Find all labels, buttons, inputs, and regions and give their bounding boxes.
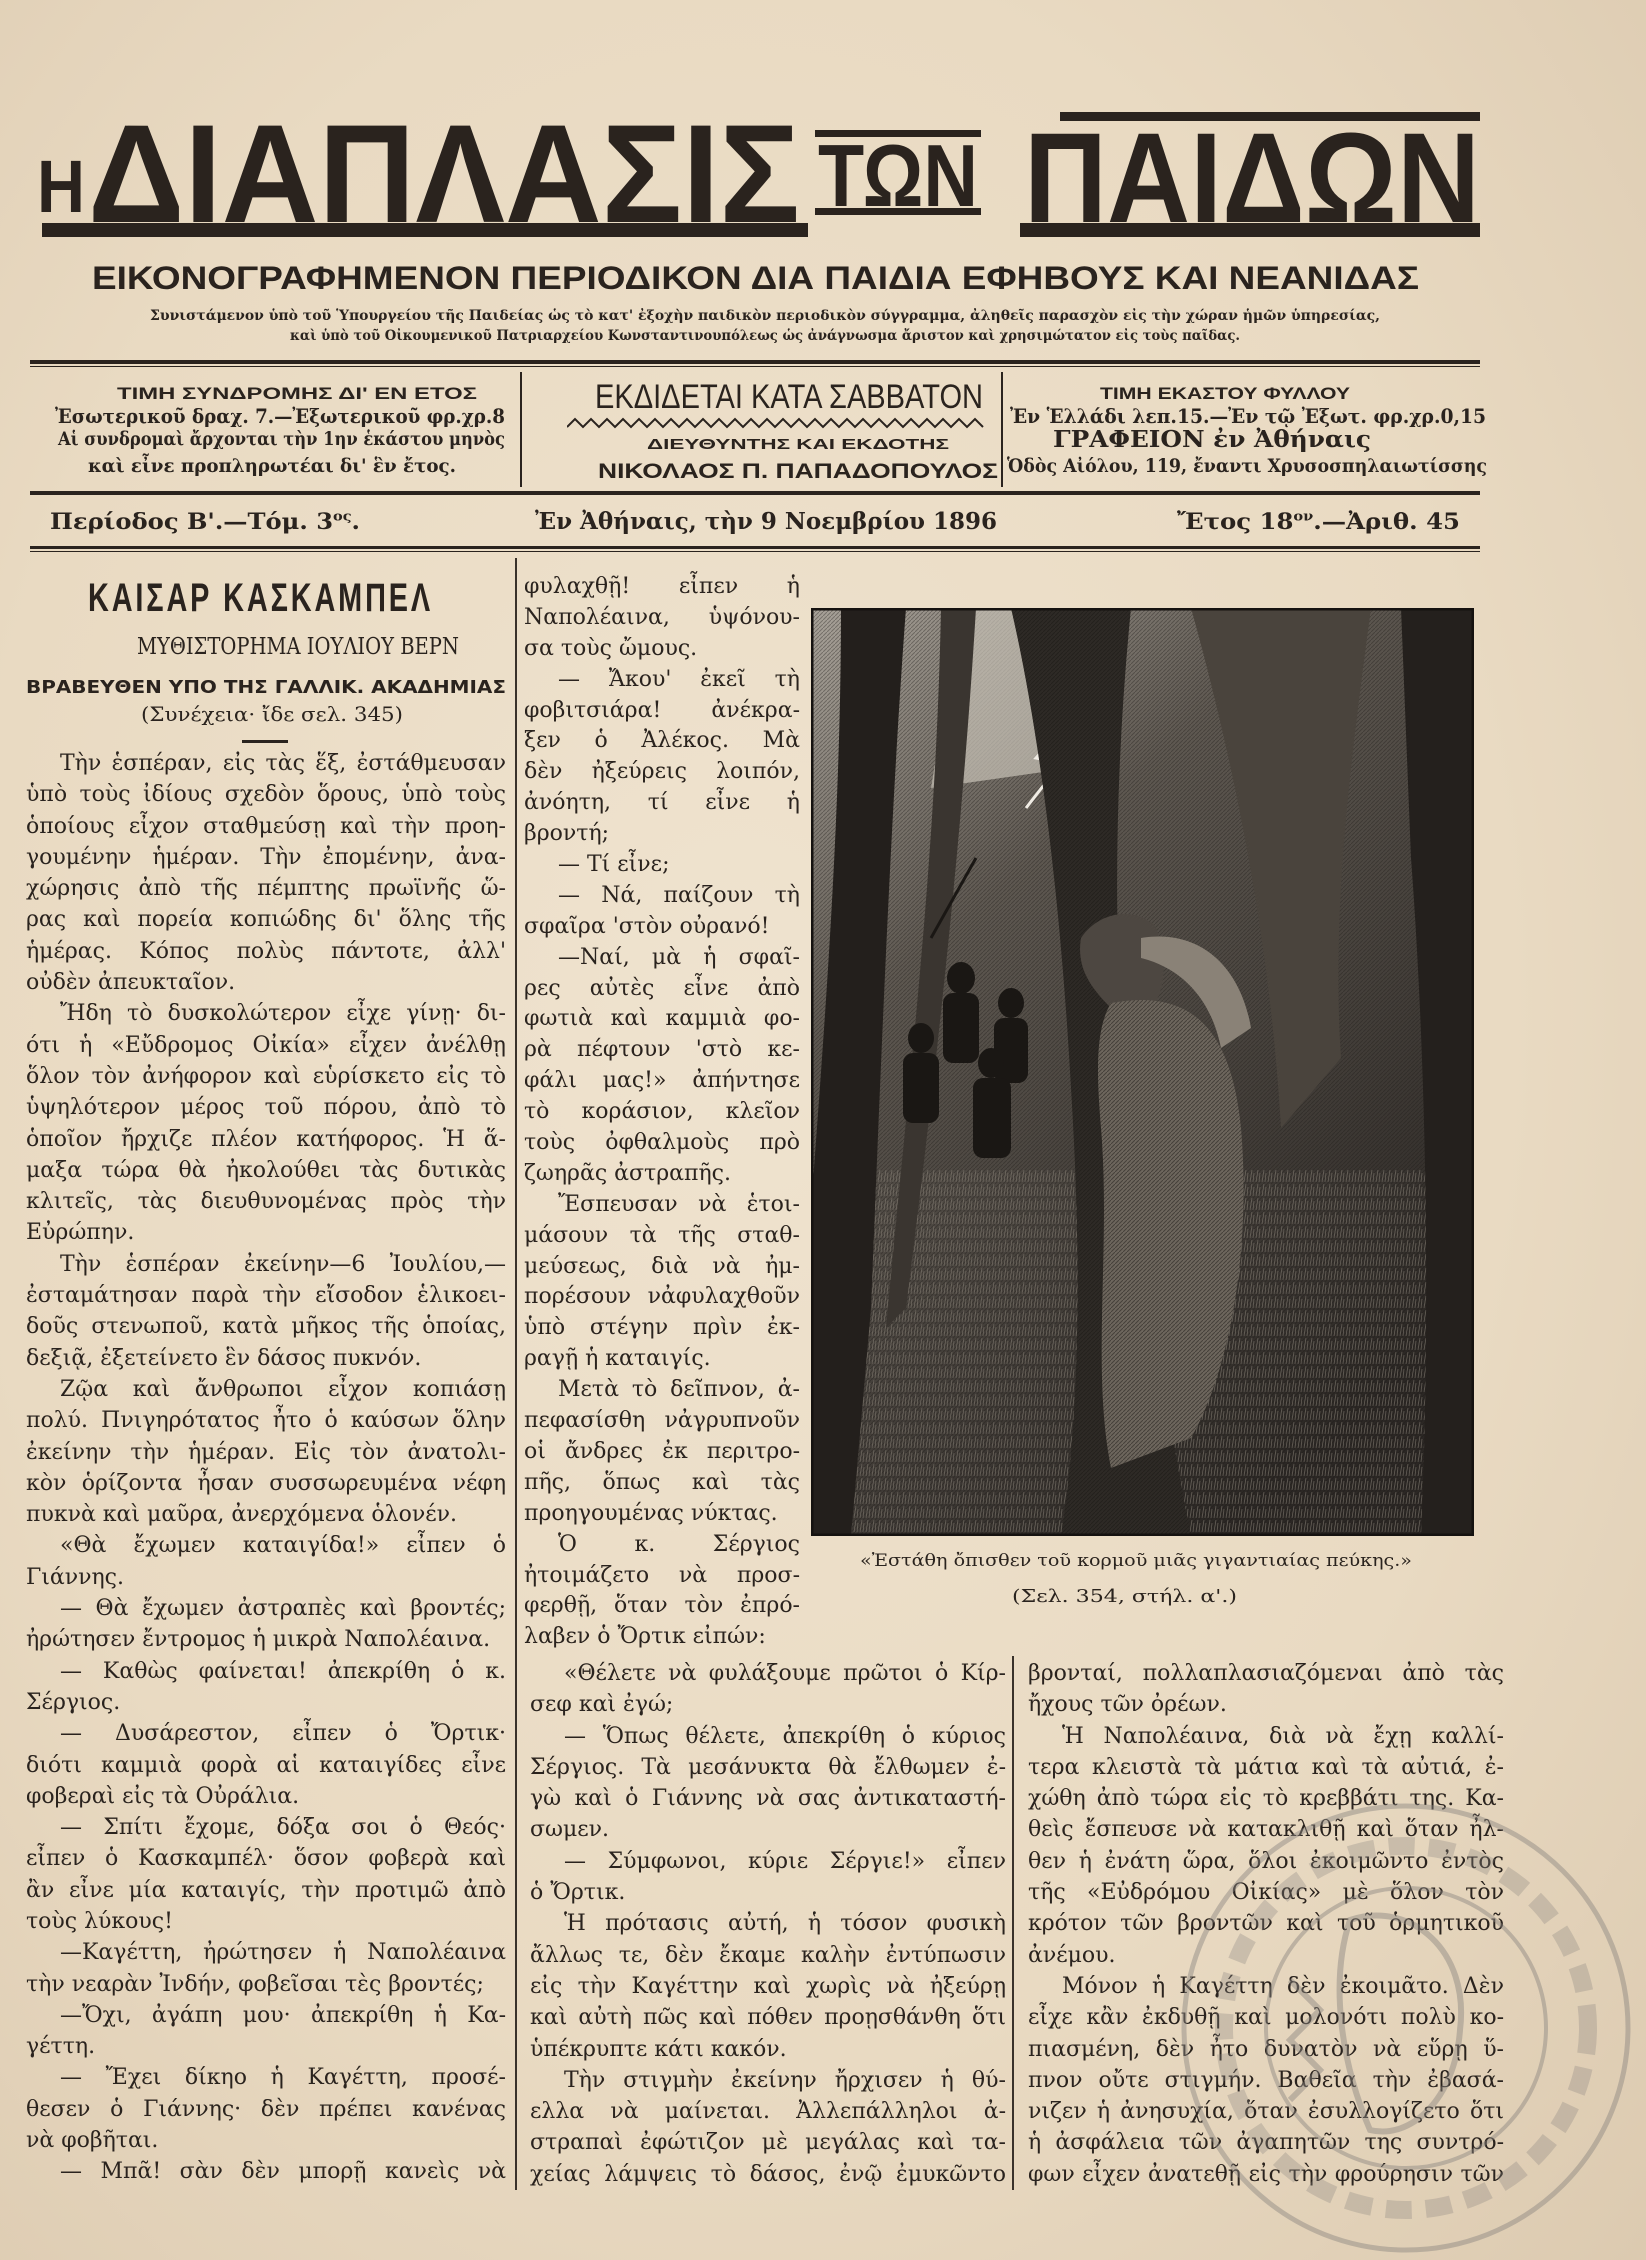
divider [30,360,1480,364]
text-line [26,811,506,842]
text-line [524,943,800,974]
period-end: . [351,509,360,535]
issue-number-text: .—Ἀριθ. 45 [1313,509,1460,535]
text-line [26,1843,506,1874]
text-line-content: τοὺς λύκους! [26,1908,173,1934]
year-sup: ον [1293,509,1314,525]
text-line-content: ξεν ὁ Ἀλέκος. Μὰ [524,728,800,754]
text-line-content: —Ναί, μὰ ἡ σφαῖ- [558,944,800,970]
text-line [26,1750,506,1781]
text-line-content: κλιτεῖς, τὰς διευθυνομένας πρὸς τὴν [26,1189,506,1215]
text-line [26,1280,506,1311]
column-rule [515,558,517,2190]
endorsement-line [150,309,1380,323]
text-line-content: ὁποῖον ἤρχιζε πλέον κατήφορος. Ἡ ἅ- [26,1126,506,1152]
text-line [530,2034,1006,2065]
text-line-content: ἠτοιμάζετο νὰ προσ- [524,1562,800,1588]
text-line-content: Τὴν στιγμὴν ἐκείνην ἤρχισεν ἡ θύ- [564,2067,1006,2093]
text-line [1028,1658,1504,1689]
text-line [26,1311,506,1342]
text-column-2-bottom [530,1658,1006,2190]
text-line-content: Σέργιος. [26,1689,121,1715]
text-line-content: ἐσταμάτησαν παρὰ τὴν εἴσοδον ἑλικοει- [26,1283,506,1309]
text-line-content: εἰς τὴν Καγέττην καὶ χωρὶς νὰ ἠξεύρῃ [530,1973,1006,1999]
text-line [26,1718,506,1749]
subscription-note-text: Αἱ συνδρομαὶ ἄρχονται τὴν 1ην ἑκάστου μηνὸς [58,428,505,450]
text-line-content: Ὁ κ. Σέργιος [558,1531,800,1557]
text-line [530,1846,1006,1877]
text-line [524,974,800,1005]
single-issue-heading [1100,385,1350,402]
article-genre-text: ΜΥΘΙΣΤΟΡΗΜΑ ΙΟΥΛΙΟΥ ΒΕΡΝ [137,634,459,660]
endorsement-text: καὶ ὑπὸ τοῦ Οἰκουμενικοῦ Πατριαρχείου Κωνσταντινουπόλεως ὡς ἀνάγνωσμα ἄριστον καὶ χρησιμώτατον εἰς τοὺς παῖδας. [290,328,1240,344]
text-line [530,2127,1006,2158]
divider [520,372,522,487]
text-line-content: θεὶς ἔσπευσε νὰ κατακλιθῇ καὶ ὅταν ἦλ- [1028,1817,1504,1843]
text-line [524,881,800,912]
text-line [1028,1689,1504,1720]
text-line-content: Τὴν ἑσπέραν ἐκείνην—6 Ἰουλίου,— [60,1251,506,1277]
text-line [524,1622,800,1653]
editor-name [598,461,998,482]
text-line [530,2002,1006,2033]
text-line [26,1092,506,1123]
text-line-content: δεξιᾷ, ἐξετείνετο ἓν δάσος πυκνόν. [26,1345,422,1371]
text-line [530,1721,1006,1752]
text-line [524,1004,800,1035]
text-line [524,1066,800,1097]
text-line-content: — Ἄκου' ἐκεῖ τὴ [558,666,800,692]
divider [242,740,288,743]
year-issue-number [1177,511,1460,533]
text-line [524,665,800,696]
text-line [26,1624,506,1655]
text-line-content: «Θὰ ἔχωμεν καταιγίδα!» εἶπεν ὁ [60,1533,506,1559]
text-line [524,1344,800,1375]
article-continuation-text: (Συνέχεια· ἴδε σελ. 345) [141,702,403,726]
text-line-content: πιασμένη, δὲν ἦτο δυνατὸν νὰ εὕρῃ ὕ- [1028,2036,1504,2062]
text-line [26,748,506,779]
text-line-content: πυκνὰ καὶ μαῦρα, ἀνερχόμενα ὁλονέν. [26,1502,457,1528]
text-line-content: ὑπέκρυπτε κάτι κακόν. [530,2036,787,2062]
text-line [26,1374,506,1405]
text-line [524,819,800,850]
article-continuation [141,704,403,724]
text-line-content: γέττη. [26,2034,96,2060]
text-line [26,904,506,935]
editor-role-text: ΔΙΕΥΘΥΝΤΗΣ ΚΑΙ ΕΚΔΟΤΗΣ [647,436,949,453]
text-line [26,1499,506,1530]
text-line-content: φωτιὰ καὶ καμμιὰ φο- [524,1006,800,1032]
text-line [26,936,506,967]
endorsement-text: Συνιστάμενον ὑπὸ τοῦ Ὑπουργείου τῆς Παιδείας ὡς τὸ κατ' ἐξοχὴν παιδικὸν περιοδικὸν σύγγραμμα, ἀληθεῖς παρασχὸν εἰς τὴν χώραν ἡμῶν ὑπηρεσίας, [150,308,1380,324]
text-line-content: ότι ἡ «Εὔδρομος Οἰκία» εἶχεν ἀνέλθῃ [26,1032,506,1058]
text-line-content: νιζεν ἡ ἀνησυχία, ὅταν ἐσυλλογίζετο ὅτι [1028,2099,1504,2125]
masthead-title-of: ΤΩΝ [818,126,978,225]
column-rule [1012,1656,1014,2190]
text-line [530,1908,1006,1939]
divider [1001,372,1003,487]
text-line [524,1097,800,1128]
text-line [524,1530,800,1561]
text-line [524,1499,800,1530]
text-line-content: λαβεν ὁ Ὄρτικ εἰπών: [524,1624,766,1650]
text-line-content: φοβεραὶ εἰς τὰ Οὐράλια. [26,1783,300,1809]
text-line [530,1752,1006,1783]
article-award-text: ΒΡΑΒΕΥΘΕΝ ΥΠΟ ΤΗΣ ΓΑΛΛΙΚ. ΑΚΑΔΗΜΙΑΣ [26,677,506,698]
text-line-content: ὑψηλότερον μέρος τοῦ πόρου, ἀπὸ τὸ [26,1095,506,1121]
text-line-content: — Σπίτι ἔχομε, δόξα σοι ὁ Θεός· [60,1815,506,1841]
text-line [26,1562,506,1593]
text-line-content: πεφασίσθη νἀγρυπνοῦν [524,1408,800,1434]
article-title-text: ΚΑΙΣΑΡ ΚΑΣΚΑΜΠΕΛ [88,576,433,620]
illustration-reference [1012,1588,1237,1606]
text-line [26,1812,506,1843]
text-line-content: ὁ Ὄρτικ. [530,1880,626,1906]
text-line-content: γουμένην ἡμέραν. Τὴν ἐπομένην, ἀνα- [26,844,506,870]
text-line-content: — Ὅπως θέλετε, ἀπεκρίθη ὁ κύριος [564,1723,1006,1749]
text-line [26,842,506,873]
masthead-logo [0,100,1646,250]
text-line-content: ἀνέμου. [1028,1942,1116,1968]
text-line [26,2000,506,2031]
zigzag-ornament [567,417,985,429]
single-issue-heading-text: ΤΙΜΗ ΕΚΑΣΤΟΥ ΦΥΛΛΟΥ [1100,384,1350,403]
text-line [530,2096,1006,2127]
text-line-content: εἶπεν ὁ Κασκαμπέλ· ὅσον φοβερὰ καὶ [26,1846,506,1872]
text-line [26,1875,506,1906]
illustration-caption-text: «Ἐστάθη ὄπισθεν τοῦ κορμοῦ μιᾶς γιγαντιαίας πεύκης.» [860,1551,1412,1571]
text-line [530,1658,1006,1689]
text-line-content: εἶχε κἂν ἐκδυθῇ καὶ μολονότι πολὺ κο- [1028,2005,1504,2031]
divider [30,491,1480,495]
text-line-content: —Καγέττη, ἠρώτησεν ἡ Ναπολέαινα [60,1940,506,1966]
text-line-content: ἠρώτησεν ἔντρομος ἡ μικρὰ Ναπολέαινα. [26,1627,491,1653]
text-line [26,873,506,904]
text-line-content: θεν ἡ ἐνάτη ὥρα, ὅλοι ἐκοιμῶντο ἐντὸς [1028,1848,1504,1874]
text-line-content: — Δυσάρεστον, εἶπεν ὁ Ὄρτικ· [60,1721,506,1747]
text-line [524,1159,800,1190]
text-line [26,1155,506,1186]
article-award [26,679,506,697]
text-line-content: Ἡ Ναπολέαινα, διὰ νὰ ἔχῃ καλλί- [1062,1723,1504,1749]
text-line-content: πορέσουν νἀφυλαχθοῦν [524,1284,800,1310]
text-line-content: Ἡ πρότασις αὐτή, ἡ τόσον φυσικὴ [564,1911,1006,1937]
text-line [26,967,506,998]
text-line [26,2125,506,2156]
issue-date-text: Ἐν Ἀθήναις, τὴν 9 Νοεμβρίου 1896 [535,508,997,535]
text-line-content: ὅλον τὸν ἀνήφορον καὶ εὑρίσκετο εἰς τὸ [26,1063,506,1089]
text-line [524,1406,800,1437]
text-line [530,1814,1006,1845]
text-line [524,572,800,603]
text-line-content: βρονταί, πολλαπλασιαζόμεναι ἀπὸ τὰς [1028,1661,1504,1686]
text-line [26,1468,506,1499]
library-stamp [1170,1800,1646,2260]
subscription-note [58,430,505,449]
illustration-caption [860,1553,1412,1570]
illustration-engraving [811,608,1474,1536]
editor-name-text: ΝΙΚΟΛΑΟΣ Π. ΠΑΠΑΔΟΠΟΥΛΟΣ [598,460,998,483]
article-title [88,578,433,618]
text-line-content: κρότον τῶν βροντῶν καὶ τοῦ ὁρμητικοῦ [1028,1911,1504,1937]
text-line [524,1282,800,1313]
text-line-content: Μόνον ἡ Καγέττη δὲν ἐκοιμᾶτο. Δὲν [1062,1973,1504,1999]
text-line-content: ἡ ἀσφάλεια τῶν ἀγαπητῶν της συντρό- [1028,2130,1504,2156]
year-issue-text [1177,511,1460,533]
text-line-content: —Ὄχι, ἀγάπη μου· ἀπεκρίθη ἡ Κα- [60,2002,506,2028]
text-line [26,1061,506,1092]
text-line-content: ζωηρᾶς ἀστραπῆς. [524,1160,731,1186]
subscription-heading-text: ΤΙΜΗ ΣΥΝΔΡΟΜΗΣ ΔΙ' ΕΝ ΕΤΟΣ [117,384,477,403]
text-line [26,1217,506,1248]
endorsement-line [290,329,1240,343]
text-line-content: ἡμέρας. Κόπος πολὺς πάντοτε, ἀλλ' [26,938,506,964]
period-volume [50,511,360,533]
text-line [524,634,800,665]
office-label-text: ΓΡΑΦΕΙΟΝ ἐν Ἀθήναις [1053,426,1371,453]
text-line-content: τὴν νεαρὰν Ἰνδήν, φοβεῖσαι τὲς βροντές; [26,1971,484,1997]
text-line-content: κὸν ὁρίζοντα ἦσαν συσσωρευμένα νέφη [26,1470,506,1496]
text-line [26,1124,506,1155]
text-line [26,2094,506,2125]
text-line-content: τοὺς ὀφθαλμοὺς πρὸ [524,1130,800,1156]
text-line-content: Ἤδη τὸ δυσκολώτερον εἶχε γίνῃ· δι- [60,1001,506,1027]
text-line [530,1940,1006,1971]
subscription-prices [55,406,505,426]
period-volume-text [50,511,360,533]
text-line [1028,1752,1504,1783]
text-line [26,2156,506,2187]
text-line-content: Μετὰ τὸ δεῖπνον, ἀ- [558,1377,800,1403]
text-line-content: φάλι μας!» ἀπήντησε [524,1068,800,1094]
text-line [26,1343,506,1374]
text-line [530,1877,1006,1908]
text-line-content: πῆς, ὅπως καὶ τὰς [524,1469,800,1495]
text-line-content: ὑπὸ τοὺς ἰδίους σχεδὸν ὅρους, ὑπὸ τοὺς [26,782,506,808]
text-line-content: — Νά, παίζουν τὴ [558,882,800,908]
year-text: Ἔτος 18 [1177,509,1294,535]
text-line [530,1689,1006,1720]
text-line-content: — Σύμφωνοι, κύριε Σέργιε!» εἶπεν [564,1848,1006,1874]
subscription-note [88,457,456,476]
article-genre [137,636,459,659]
text-line-content: φερθῇ, ὅταν τὸν ἐπρό- [524,1593,800,1619]
text-line-content: ραγῇ ἡ καταιγίς. [524,1346,711,1372]
text-line-content: πνον οὔτε στιγμήν. Βαθεῖα τὴν ἐβασά- [1028,2067,1504,2093]
text-line [524,1561,800,1592]
masthead-article: Η [37,145,85,228]
text-line [524,1437,800,1468]
text-line-content: προηγουμένας νύκτας. [524,1500,778,1526]
single-issue-prices [1010,406,1486,426]
text-line [26,1937,506,1968]
text-line-content: ὁποίους εἶχον σταθμεύσῃ καὶ τὴν προη- [26,813,506,839]
text-line-content: τῆς «Εὐδρόμου Οἰκίας» μὲ ὅλον τὸν [1028,1880,1504,1906]
text-line [524,757,800,788]
divider [30,551,1480,552]
text-line-content: φοβιτσιάρα! ἀνέκρα- [524,697,800,723]
text-line [26,1437,506,1468]
text-line-content: χώθη ἀπὸ τώρα εἰς τὸ κρεββάτι της. Κα- [1028,1786,1504,1812]
text-line [524,1313,800,1344]
publication-schedule [595,380,983,414]
text-line-content: — Καθὼς φαίνεται! ἀπεκρίθη ὁ κ. [60,1658,506,1684]
text-line-content: ἀνόητη, τί εἶνε ἡ [524,790,800,816]
text-line [524,1190,800,1221]
text-line-content: σφαῖρα 'στὸν οὐρανό! [524,913,770,939]
text-line-content: νὰ φοβῆται. [26,2128,159,2154]
text-line-content: τὸ κοράσιον, κλεῖον [524,1099,800,1125]
text-line-content: Ναπολέαινα, ὑψόνου- [524,604,800,630]
text-line-content: Ζῷα καὶ ἄνθρωποι εἶχον κοπιάσῃ [60,1376,506,1402]
subscription-heading [117,385,477,402]
text-line [26,1593,506,1624]
text-line [524,850,800,881]
text-line [524,1035,800,1066]
illustration-reference-text: (Σελ. 354, στήλ. α'.) [1012,1586,1237,1607]
text-line-content: σωμεν. [530,1817,610,1843]
text-line [530,1971,1006,2002]
text-line-content: μάσουν τὰ τῆς σταθ- [524,1222,800,1248]
text-line [524,788,800,819]
text-line-content: ρὰ πέφτουν 'στὸ κε- [524,1037,800,1063]
text-line-content: γὼ καὶ ὁ Γιάννης νὰ σας ἀντικαταστή- [530,1786,1006,1812]
text-line-content: χώρησις ἀπὸ τῆς πέμπτης πρωϊνῆς ὥ- [26,876,506,902]
text-line-content: — Τί εἶνε; [558,852,670,878]
text-line-content: — Θὰ ἔχωμεν ἀστραπὲς καὶ βροντές; [60,1596,506,1622]
text-line-content: δὲν ἠξεύρεις λοιπόν, [524,759,800,785]
text-line [26,2031,506,2062]
subscription-prices-text: Ἐσωτερικοῦ δραχ. 7.—Ἐξωτερικοῦ φρ.χρ.8 [55,404,505,428]
text-line-content: οὐδὲν ἀπευκταῖον. [26,970,236,996]
text-line [26,998,506,1029]
text-line [26,1530,506,1561]
text-line [524,912,800,943]
text-line [524,1128,800,1159]
issue-date [535,510,997,533]
text-line-content: ρες αὐτὲς εἶνε ἀπὸ [524,975,800,1001]
text-line-content: στραπαὶ ἐφώτιζον μὲ μεγάλας καὶ τα- [530,2130,1006,2156]
text-line [26,1656,506,1687]
text-line [26,1186,506,1217]
text-line-content: Τὴν ἑσπέραν, εἰς τὰς ἕξ, ἐστάθμευσαν [60,751,506,776]
text-line-content: Σέργιος. Τὰ μεσάνυκτα θὰ ἔλθωμεν ἐ- [530,1754,1006,1780]
text-line [26,1781,506,1812]
text-line [26,1906,506,1937]
divider [30,366,1480,367]
text-line-content: φυλαχθῇ! εἶπεν ἡ [524,574,800,599]
text-line-content: «Θέλετε νὰ φυλάξουμε πρῶτοι ὁ Κίρ- [564,1661,1006,1686]
text-column-2-top [524,572,800,1653]
masthead-subtitle [92,262,1419,294]
single-issue-prices-text: Ἐν Ἑλλάδι λεπ.15.—Ἐν τῷ Ἐξωτ. φρ.χρ.0,15 [1010,404,1486,428]
text-line-content: ελλα νὰ μαίνεται. Ἀλλεπάλληλοι ἀ- [530,2099,1006,2125]
masthead-title-main: ΔΙΑΠΛΑΣΙΣ [88,100,800,250]
text-line-content: τερα κλειστὰ τὰ μάτια καὶ τὰ αὐτιά, ἐ- [1028,1754,1504,1780]
text-line [524,1252,800,1283]
text-line-content: ἂν εἶνε μία καταιγίς, τὴν προτιμῶ ἀπὸ [26,1877,506,1903]
office-address-text: Ὁδὸς Αἰόλου, 119, ἔναντι Χρυσοσπηλαιωτίσσης [1007,455,1487,477]
text-line [524,1221,800,1252]
divider [30,546,1480,549]
text-line [524,1468,800,1499]
text-line [26,1687,506,1718]
text-line-content: Εὐρώπην. [26,1220,135,1246]
text-line [524,726,800,757]
text-line [26,1969,506,2000]
text-line [1028,1721,1504,1752]
text-line [530,2065,1006,2096]
text-line-content: σεφ καὶ ἐγώ; [530,1692,674,1718]
text-line-content: μαξα τώρα θὰ ἠκολούθει τὰς δυτικὰς [26,1157,506,1183]
text-line [524,1375,800,1406]
text-line [530,2159,1006,2190]
office-label [1053,428,1371,451]
text-line-content: ἤχους τῶν ὀρέων. [1028,1692,1227,1718]
text-line-content: χείας λάμψεις τὸ δάσος, ἐνῷ ἐμυκῶντο [530,2161,1006,2187]
text-line [26,1405,506,1436]
masthead-subtitle-text: ΕΙΚΟΝΟΓΡΑΦΗΜΕΝΟΝ ΠΕΡΙΟΔΙΚΟΝ ΔΙΑ ΠΑΙΔΙΑ ΕΦΗΒΟΥΣ ΚΑΙ ΝΕΑΝΙΔΑΣ [92,260,1419,296]
period-text: Περίοδος Β'.—Τόμ. 3 [50,509,334,535]
office-address [1007,457,1487,476]
text-line-content: — Μπᾶ! σὰν δὲν μπορῇ κανεὶς νὰ [60,2159,506,2185]
text-line-content: θεσεν ὁ Γιάννης· δὲν πρέπει κανένας [26,2096,506,2122]
text-line [524,603,800,634]
text-line-content: φων εἶχεν ἀνατεθῇ εἰς τὴν φρούρησιν τῶν [1028,2161,1504,2187]
text-line-content: καὶ αὐτὴ πῶς καὶ πόθεν προῃσθάνθη ὅτι [530,2005,1006,2031]
text-column-1 [26,748,506,2188]
text-line-content: μεύσεως, διὰ νὰ ἠμ- [524,1253,800,1279]
period-sup: ος [333,509,352,525]
text-line-content: διότι καμμιὰ φορὰ αἱ καταιγίδες εἶνε [26,1752,506,1778]
text-line-content: πολύ. Πνιγηρότατος ἦτο ὁ καύσων ὅλην [26,1408,506,1434]
editor-role [647,437,949,452]
text-line [524,696,800,727]
text-line [26,1249,506,1280]
publication-schedule-text: ΕΚΔΙΔΕΤΑΙ ΚΑΤΑ ΣΑΒΒΑΤΟΝ [595,378,983,416]
text-line [530,1783,1006,1814]
text-line [26,1030,506,1061]
text-line-content: — Ἔχει δίκηο ἡ Καγέττη, προσέ- [60,2065,506,2091]
text-line-content: σα τοὺς ὤμους. [524,635,698,661]
text-line-content: Γιάννης. [26,1564,124,1590]
text-line-content: ὑπὸ στέγην πρὶν ἐκ- [524,1315,800,1341]
text-line-content: ἄλλως τε, δὲν ἔκαμε καλὴν ἐντύπωσιν [530,1942,1006,1968]
text-line-content: οἱ ἄνδρες ἐκ περιτρο- [524,1438,800,1464]
text-line-content: ρας καὶ πορεία κοπιώδης δι' ὅλης τῆς [26,907,506,933]
text-line [26,2062,506,2093]
text-line-content: βροντή; [524,821,610,847]
masthead-title-children: ΠΑΙΔΩΝ [1024,107,1480,250]
text-line [26,779,506,810]
subscription-note-text: καὶ εἶνε προπληρωτέαι δι' ἓν ἔτος. [88,455,456,477]
text-line-content: ἐκείνην τὴν ἡμέραν. Εἰς τὸν ἀνατολι- [26,1439,506,1465]
text-line-content: δοῦς στενωποῦ, κατὰ μῆκος τῆς ὁποίας, [26,1314,506,1340]
text-line [524,1591,800,1622]
text-line-content: Ἔσπευσαν νὰ ἑτοι- [558,1191,800,1217]
